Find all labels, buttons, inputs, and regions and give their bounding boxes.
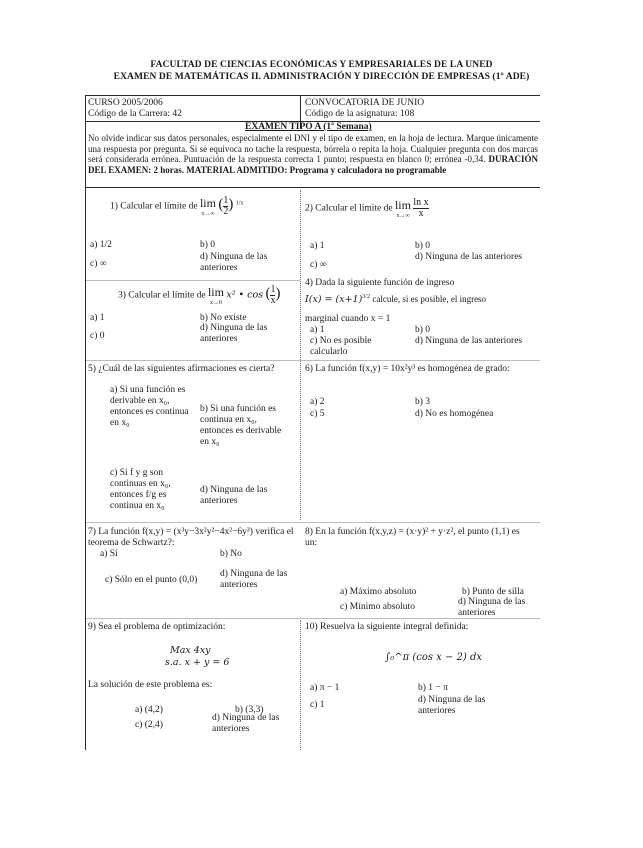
question-6: 6) La función f(x,y) = 10x²y³ es homogénea de grado: — [305, 364, 510, 374]
q8-option-b[interactable]: b) Punto de silla — [462, 587, 525, 597]
q8-option-c[interactable]: c) Mínimo absoluto — [340, 602, 415, 612]
q6-option-d[interactable]: d) No es homogénea — [415, 409, 494, 419]
session-label: CONVOCATORIA DE JUNIO — [305, 98, 425, 108]
q9-constraint: s.a. x + y = 6 — [165, 657, 230, 668]
q4-function: $I(x) = (x+1)^{3/2}$ calcule, si es posible, el ingreso — [305, 294, 487, 306]
q4-option-a[interactable]: a) 1 — [310, 325, 325, 335]
q9-solution-label: La solución de este problema es: — [88, 680, 213, 690]
q9-objective: Max 4xy — [170, 645, 211, 656]
instructions: No olvide indicar sus datos personales, especialmente el DNI y el tipo de examen, en la hoja de lectura. Marque únicamente una respuesta por pregunta. Si se equivoca no tache la respuesta, bórrela o repita la hoja. Cualquier pregunta con dos marcas será considerada errónea. Puntuación de la respuesta correcta 1 punto; respuesta en blanco 0; errónea -0,34. DURACIÓN DEL EXAMEN: 2 horas. MATERIAL ADMITIDO: Programa y calculadora no programable — [88, 133, 538, 175]
question-1: 1) Calcular el límite de lim x→∞ ( $\frac{1}{2}$ ) $^{1/x}$ — [110, 195, 244, 217]
q10-option-a[interactable]: a) π − 1 — [310, 683, 340, 693]
q3-option-a[interactable]: a) 1 — [90, 313, 105, 323]
q4-option-b[interactable]: b) 0 — [415, 325, 431, 335]
q9-option-a[interactable]: a) (4,2) — [135, 705, 163, 715]
faculty-title: FACULTAD DE CIENCIAS ECONÓMICAS Y EMPRESARIALES DE LA UNED — [150, 60, 493, 70]
q9-option-d[interactable]: d) Ninguna de las anteriores — [212, 713, 280, 734]
q9-option-c[interactable]: c) (2,4) — [135, 720, 163, 730]
q1-option-d[interactable]: d) Ninguna de las anteriores — [200, 252, 268, 273]
q10-option-c[interactable]: c) 1 — [310, 700, 325, 710]
course-label: CURSO 2005/2006 — [88, 98, 163, 108]
q10-integral: ∫₀^π (cos x − 2) dx — [385, 652, 483, 663]
q6-option-c[interactable]: c) 5 — [310, 409, 325, 419]
q7-option-c[interactable]: c) Sólo en el punto (0,0) — [105, 575, 198, 585]
q4-option-d[interactable]: d) Ninguna de las anteriores — [415, 336, 523, 346]
q3-option-d[interactable]: d) Ninguna de las anteriores — [200, 323, 268, 344]
exam-type: EXAMEN TIPO A (1ª Semana) — [245, 122, 372, 132]
q7-option-b[interactable]: b) No — [220, 549, 242, 559]
q9-option-b[interactable]: b) (3,3) — [235, 705, 264, 715]
question-8: 8) En la función f(x,y,z) = (x·y)² + y·z², el punto (1,1) es un: — [305, 527, 520, 548]
q2-option-d[interactable]: d) Ninguna de las anteriores — [415, 252, 523, 262]
question-10: 10) Resuelva la siguiente integral definida: — [305, 622, 469, 632]
question-2: 2) Calcular el límite de lim x→∞ $\frac{\text{ln x}}{x}$ — [305, 197, 429, 219]
q1-option-c[interactable]: c) ∞ — [90, 259, 107, 269]
subject-code: Código de la asignatura: 108 — [305, 109, 415, 119]
q4-option-c[interactable]: c) No es posible calcularlo — [310, 336, 372, 357]
q5-option-a[interactable]: a) Si una función es derivable en x₀, entonces es continua en x₀ — [110, 385, 189, 428]
question-5: 5) ¿Cuál de las siguientes afirmaciones es cierta? — [88, 364, 275, 374]
q3-option-c[interactable]: c) 0 — [90, 331, 105, 341]
q5-option-c[interactable]: c) Si f y g son continuas en x₀, entonces f/g es continua en x₀ — [110, 468, 171, 511]
q8-option-d[interactable]: d) Ninguna de las anteriores — [458, 597, 526, 618]
q3-option-b[interactable]: b) No existe — [200, 313, 247, 323]
q1-option-a[interactable]: a) 1/2 — [90, 240, 112, 250]
q10-option-d[interactable]: d) Ninguna de las anteriores — [418, 695, 486, 716]
q6-option-a[interactable]: a) 2 — [310, 397, 325, 407]
q10-option-b[interactable]: b) 1 − π — [418, 683, 448, 693]
q4-function-tail: marginal cuando x = 1 — [305, 314, 391, 324]
q1-option-b[interactable]: b) 0 — [200, 240, 216, 250]
q2-option-b[interactable]: b) 0 — [415, 241, 431, 251]
q8-option-a[interactable]: a) Máximo absoluto — [340, 587, 417, 597]
q5-option-b[interactable]: b) Si una función es continua en x₀, entonces es derivable en x₀ — [200, 404, 282, 447]
question-4: 4) Dada la siguiente función de ingreso — [305, 278, 455, 288]
career-code: Código de la Carrera: 42 — [88, 109, 182, 119]
exam-title: EXAMEN DE MATEMÁTICAS II. ADMINISTRACIÓN Y DIRECCIÓN DE EMPRESAS (1º ADE) — [113, 72, 530, 82]
question-7: 7) La función f(x,y) = (x³y−3x²y²−4x²−6y³) verifica el teorema de Schwartz?: — [88, 527, 294, 548]
question-3: 3) Calcular el límite de lim x→0 x² • cos ( $\frac{1}{x}$ ) — [118, 284, 281, 306]
q2-option-a[interactable]: a) 1 — [310, 241, 325, 251]
q7-option-a[interactable]: a) Sí — [100, 549, 118, 559]
q2-option-c[interactable]: c) ∞ — [310, 260, 327, 270]
q7-option-d[interactable]: d) Ninguna de las anteriores — [220, 569, 288, 590]
q6-option-b[interactable]: b) 3 — [415, 397, 431, 407]
question-9: 9) Sea el problema de optimización: — [88, 622, 226, 632]
q5-option-d[interactable]: d) Ninguna de las anteriores — [200, 485, 268, 506]
